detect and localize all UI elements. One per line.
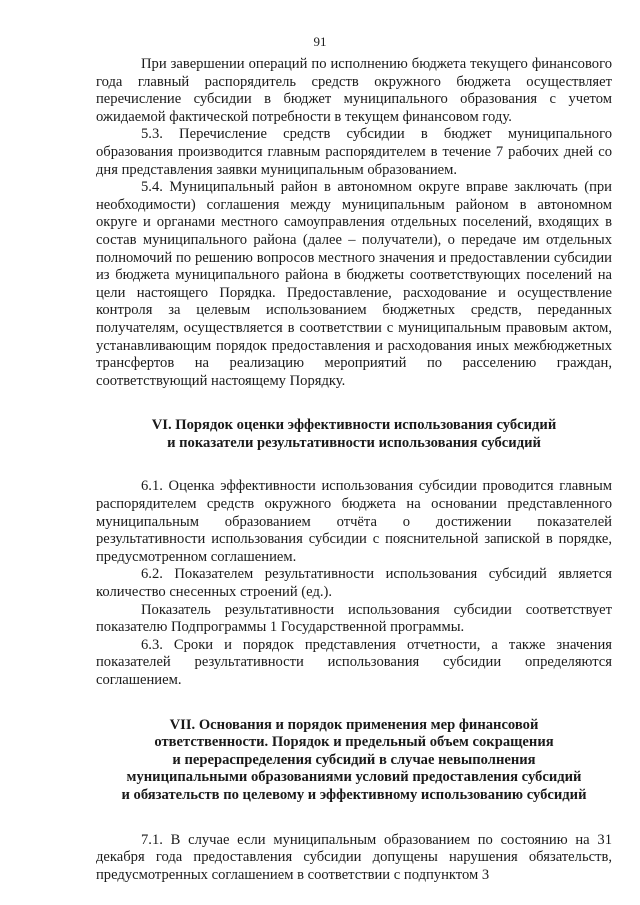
section-vii-heading-line-2: ответственности. Порядок и предельный объем сокращения	[154, 734, 554, 751]
paragraph-7-1: 7.1. В случае если муниципальным образованием по состоянию на 31 декабря года предоставления субсидии допущены нарушения обязательств, предусмотренных соглашением в соответствии с подпунктом 3	[96, 831, 612, 883]
document-body	[96, 56, 612, 884]
section-vii-heading-line-4: муниципальными образованиями условий предоставления субсидий	[126, 769, 582, 786]
section-vi-heading-line-1: VI. Порядок оценки эффективности использования субсидий	[151, 417, 557, 434]
section-vii-heading-line-3: и перераспределения субсидий в случае невыполнения	[172, 751, 536, 768]
section-vii-heading	[96, 717, 612, 805]
paragraph-6-2-indicator: Показатель результативности использования субсидии соответствует показателю Подпрограммы 1 Государственной программы.	[96, 601, 612, 636]
paragraph-5-4: 5.4. Муниципальный район в автономном округе вправе заключать (при необходимости) соглашения между муниципальным районом в автономном округе и органами местного самоуправления отдельных поселений, входящих в состав муниципального района (далее – получатели), о передаче им отдельных полномочий по решению вопросов местного значения и предоставлении субсидии из бюджета муниципального района в бюджеты соответствующих поселений на цели настоящего Порядка. Предоставление, расходование и осуществление контроля за целевым использованием бюджетных средств, переданных получателям, осуществляется в соответствии с муниципальным правовым актом, устанавливающим порядок предоставления и расходования иных межбюджетных трансфертов на реализацию мероприятий по расселению граждан, соответствующий настоящему Порядку.	[96, 179, 612, 389]
page-number: 91	[313, 34, 327, 49]
section-vi-heading	[96, 417, 612, 452]
paragraph-5-3: 5.3. Перечисление средств субсидии в бюджет муниципального образования производится главным распорядителем в течение 7 рабочих дней со дня представления заявки муниципальным образованием.	[96, 126, 612, 178]
section-vii-heading-line-1: VII. Основания и порядок применения мер финансовой	[169, 716, 539, 733]
paragraph-6-1: 6.1. Оценка эффективности использования субсидии проводится главным распорядителем средств окружного бюджета на основании представленного муниципальным образованием отчёта о достижении показателей результативности использования субсидии с пояснительной запиской в порядке, предусмотренном соглашением.	[96, 478, 612, 565]
paragraph-6-3: 6.3. Сроки и порядок представления отчетности, а также значения показателей результативности использования субсидии определяются соглашением.	[96, 636, 612, 688]
section-vi-heading-line-2: и показатели результативности использования субсидий	[167, 434, 541, 451]
section-vii-heading-line-5: и обязательств по целевому и эффективному использованию субсидий	[121, 786, 587, 803]
paragraph-6-2: 6.2. Показателем результативности использования субсидий является количество снесенных строений (ед.).	[96, 566, 612, 601]
paragraph-5-2-end: При завершении операций по исполнению бюджета текущего финансового года главный распорядитель средств окружного бюджета осуществляет перечисление субсидии в бюджет муниципального образования с учетом ожидаемой фактической потребности в текущем финансовом году.	[96, 56, 612, 125]
